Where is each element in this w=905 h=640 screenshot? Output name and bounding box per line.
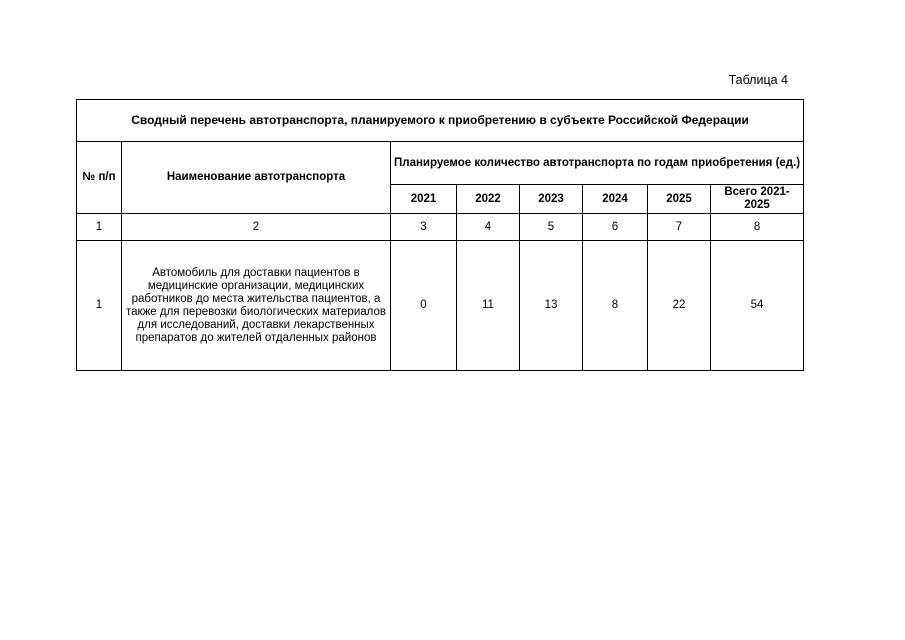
- header-num: № п/п: [77, 142, 122, 214]
- header-planned: Планируемое количество автотранспорта по годам приобретения (ед.): [391, 142, 804, 185]
- table-caption: Таблица 4: [728, 73, 788, 87]
- row-value-2022: 11: [457, 241, 520, 371]
- row-value-2024: 8: [583, 241, 648, 371]
- header-year-2024: 2024: [583, 185, 648, 214]
- column-number: 8: [711, 214, 804, 241]
- column-number: 1: [77, 214, 122, 241]
- column-number-row: [77, 214, 804, 241]
- header-year-2023: 2023: [520, 185, 583, 214]
- column-number: 4: [457, 214, 520, 241]
- table-title: Сводный перечень автотранспорта, планируемого к приобретению в субъекте Российской Федерации: [77, 100, 804, 142]
- column-number: 7: [648, 214, 711, 241]
- column-number: 3: [391, 214, 457, 241]
- column-number: 5: [520, 214, 583, 241]
- header-name: Наименование автотранспорта: [122, 142, 391, 214]
- summary-table: [76, 99, 804, 371]
- header-total: Всего 2021-2025: [711, 185, 804, 214]
- header-year-2022: 2022: [457, 185, 520, 214]
- row-num: 1: [77, 241, 122, 371]
- row-value-2025: 22: [648, 241, 711, 371]
- table-row: [77, 241, 804, 371]
- header-year-2025: 2025: [648, 185, 711, 214]
- table-title-row: [77, 100, 804, 142]
- column-number: 2: [122, 214, 391, 241]
- header-year-2021: 2021: [391, 185, 457, 214]
- row-vehicle-name: Автомобиль для доставки пациентов в медицинские организации, медицинских работников до места жительства пациентов, а также для перевозки биологических материалов для исследований, доставки лекарственных препаратов до жителей отдаленных районов: [122, 241, 391, 371]
- row-total: 54: [711, 241, 804, 371]
- row-value-2023: 13: [520, 241, 583, 371]
- header-row-1: [77, 142, 804, 185]
- column-number: 6: [583, 214, 648, 241]
- row-value-2021: 0: [391, 241, 457, 371]
